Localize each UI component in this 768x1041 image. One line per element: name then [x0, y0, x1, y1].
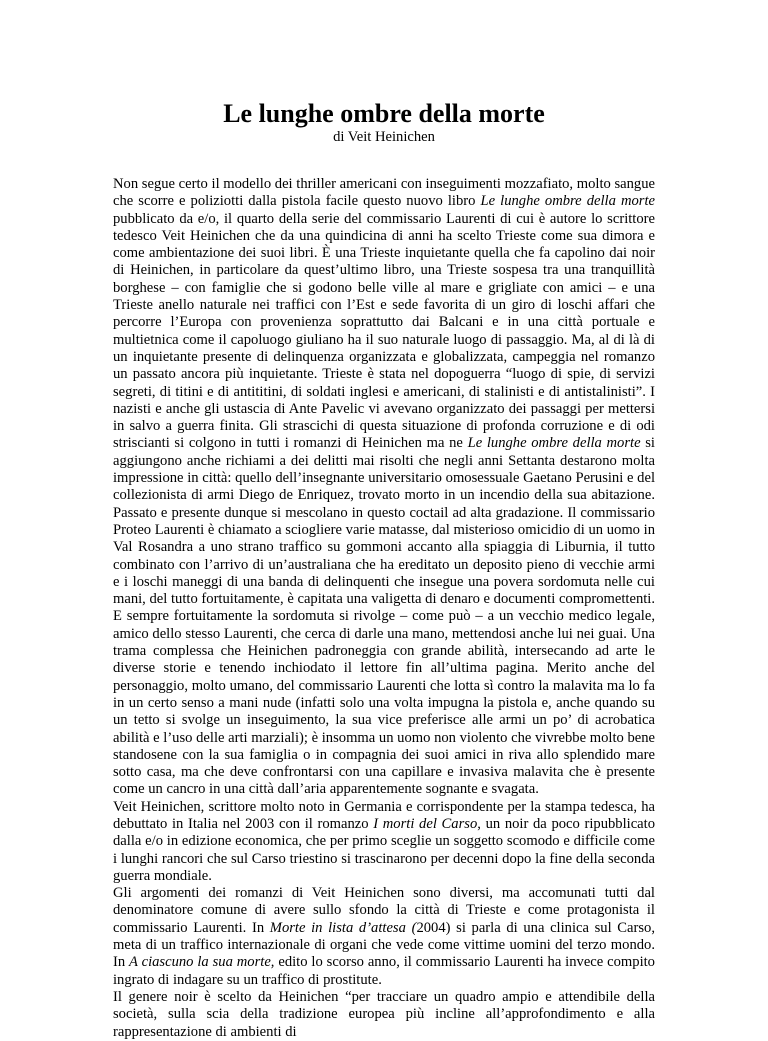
italic-title-text: Morte in lista d’attesa ( [269, 919, 417, 936]
paragraph [113, 989, 655, 1041]
paragraph-text: 2004) si parla di una clinica sul Carso, meta di un traffico internazionale di organi che vede come vittime uomini del terzo mondo. In [113, 919, 655, 971]
paragraph-text: , un noir da poco ripubblicato dalla e/o in edizione economica, che per primo sceglie un soggetto scomodo e difficile come i lunghi rancori che sul Carso triestino si trascinarono per decenni dopo la fine della seconda guerra mondiale. [113, 815, 655, 884]
italic-title-text: Le lunghe ombre della morte [467, 435, 641, 452]
paragraph-text: Gli argomenti dei romanzi di Veit Heinichen sono diversi, ma accomunati tutti dal denominatore comune di avere sullo sfondo la città di Trieste e come protagonista il commissario Laurenti. In [113, 885, 655, 936]
paragraph-text: si aggiungono anche richiami a dei delitti mai risolti che negli anni Settanta destarono molta impressione in città: quello dell’insegnante universitario omosessuale Gaetano Perusini e del collezionista di armi Diego de Enriquez, trovato morto in un incendio della sua abitazione. Passato e presente dunque si mescolano in questo coctail ad alta gradazione. Il commissario Proteo Laurenti è chiamato a sciogliere varie matasse, dal misterioso omicidio di un uomo in Val Rosandra a uno strano traffico su gommoni accanto alla spiaggia di Liburnia, il tutto combinato con l’arrivo di un’australiana che ha ereditato un deposito pieno di vecchie armi e i loschi maneggi di una banda di delinquenti che insegue una povera sordomuta nelle cui mani, del tutto fortuitamente, è capitata una valigetta di denaro e documenti compromettenti. E sempre fortuitamente la sordomuta si rivolge – come può – a un vecchio medico legale, amico dello stesso Laurenti, che cerca di darle una mano, mettendosi anche lui nei guai. Una trama complessa che Heinichen padroneggia con grande abilità, intersecando ad arte le diverse storie e tenendo inchiodato il lettore fin all’ultima pagina. Merito anche del personaggio, molto umano, del commissario Laurenti che lotta sì contro la malavita ma lo fa in un certo senso a mani nude (infatti solo una volta impugna la pistola e, anche quando su un tetto si svolge un inseguimento, la sua vice preferisce alle armi un po’ di acrobatica abilità e l’uso delle arti marziali); è insomma un uomo non violento che vivrebbe molto bene standosene con la sua famiglia o in compagnia dei suoi amici in riva allo splendido mare sotto casa, ma che deve confrontarsi con una capillare e invasiva malavita che è presente come un cancro in una città dall’aria apparentemente sognante e svagata. [113, 435, 655, 798]
paragraph-text: Veit Heinichen, scrittore molto noto in Germania e corrispondente per la stampa tedesca, ha debuttato in Italia nel 2003 con il romanzo [113, 798, 655, 832]
paragraph-text: edito lo scorso anno, il commissario Laurenti ha invece compito ingrato di indagare su un traffico di prostitute. [113, 954, 655, 988]
document-title: Le lunghe ombre della morte [223, 99, 545, 128]
paragraph-text: Non segue certo il modello dei thriller americani con inseguimenti mozzafiato, molto sangue che scorre e poliziotti dalla pistola facile questo nuovo libro [113, 176, 655, 210]
paragraph-text: Il genere noir è scelto da Heinichen “per tracciare un quadro ampio e attendibile della società, sulla scia della tradizione europea più incline all’approfondimento e alla rappresentazione di ambienti di [113, 988, 655, 1040]
paragraph-text: pubblicato da e/o, il quarto della serie del commissario Laurenti di cui è autore lo scrittore tedesco Veit Heinichen che da una quindicina di anni ha scelto Trieste come sua dimora e come ambientazione dei suoi libri. È una Trieste inquietante quella che fa capolino dai noir di Heinichen, in particolare da quest’ultimo libro, una Trieste sospesa tra una tranquillità borghese – con famiglie che si godono belle ville al mare e grigliate con amici – e una Trieste anello naturale nei traffici con l’Est e sede favorita di un giro di loschi affari che percorre l’Europa con provenienza soprattutto dai Balcani e in una città portuale e multietnica come il capoluogo giuliano ha il suo naturale luogo di passaggio. Ma, al di là di un inquietante presente di delinquenza organizzata e globalizzata, campeggia nel romanzo un passato ancora più inquietante. Trieste è stata nel dopoguerra “luogo di spie, di servizi segreti, di titini e di antititini, di soldati inglesi e americani, di stalinisti e di antistalinisti”. I nazisti e anche gli ustascia di Ante Pavelic vi avevano organizzato dei passaggi per mettersi in salvo a guerra finita. Gli strascichi di questa situazione di profonda corruzione e di odi striscianti si colgono in tutti i romanzi di Heinichen ma ne [113, 210, 655, 452]
italic-title-text: I morti del Carso [373, 815, 478, 832]
paragraph [113, 799, 655, 885]
italic-title-text: A ciascuno la sua morte, [129, 954, 275, 971]
document-page [113, 94, 655, 1041]
article-body [113, 176, 655, 1041]
author-line: di Veit Heinichen [333, 129, 435, 145]
italic-title-text: Le lunghe ombre della morte [480, 193, 656, 210]
paragraph [113, 885, 655, 989]
paragraph [113, 176, 655, 799]
